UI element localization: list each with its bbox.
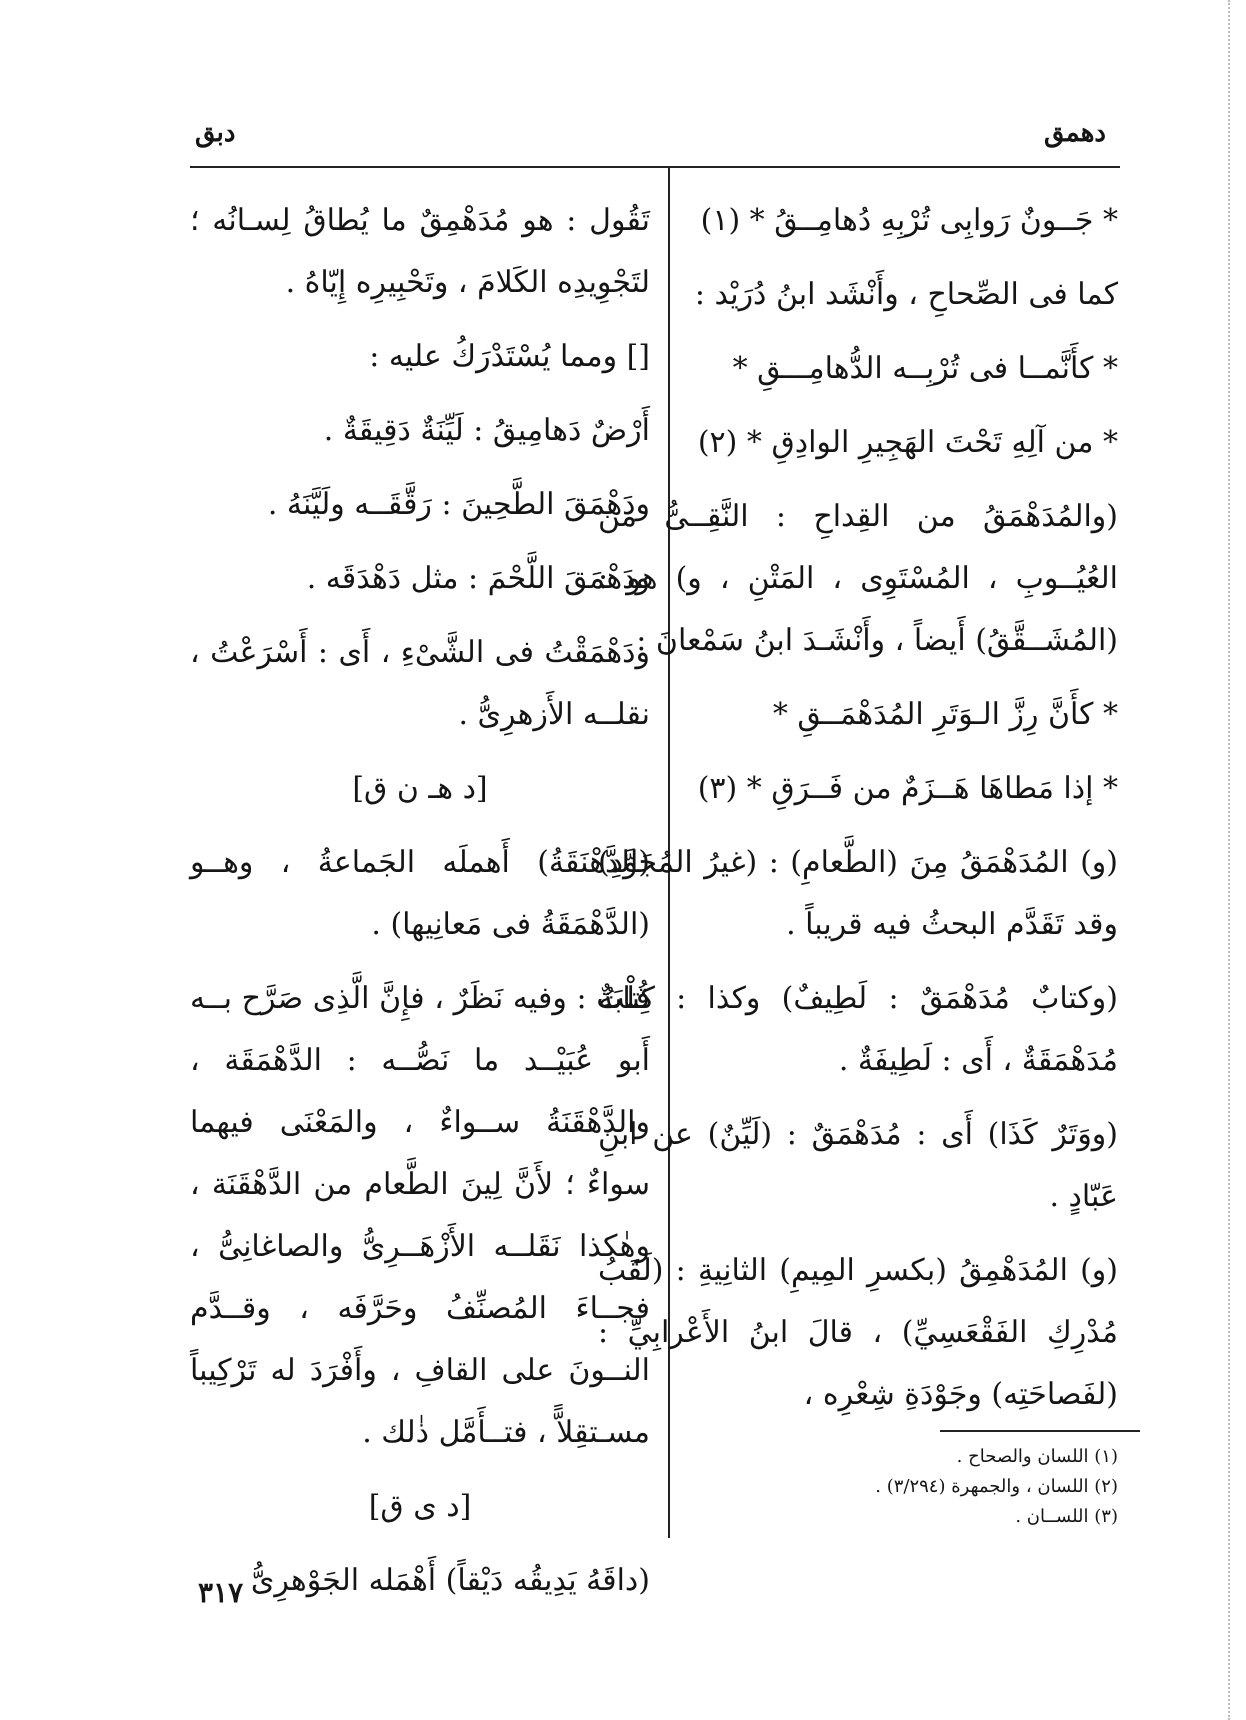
entry-paragraph: (والمُدَهْمَقُ من القِداحِ : النَّقِــىُّ من العُيُــوبِ ، المُسْتَوِى ، المَتْنِ ، و) هو : (المُشَــقَّقُ) أَيضاً ، وأَنْشَـدَ ابنُ سَمْعانَ : <box>598 499 1118 658</box>
right-column <box>598 190 1118 1438</box>
text-line: ودَهْمَقَ الطَّحِينَ : رَقَّقَــه ولَيَّنَهُ . <box>267 487 650 522</box>
entry-paragraph: (داقَهُ يَدِيقُه دَيْقاً) أَهْمَله الجَوْهرِىُّ <box>250 1563 650 1598</box>
footnotes <box>638 1442 1118 1532</box>
left-column <box>190 190 650 1624</box>
entry-paragraph: تَقُول : هو مُدَهْمِقٌ ما يُطاقُ لِسـانُه ؛ لتَجْوِيدِه الكَلامَ ، وتَحْبِيرِه إِيّاهُ . <box>190 203 650 300</box>
verse-line: * جَــونٌ رَوابِى تُرْبِهِ دُهامِــقُ * (١) <box>700 203 1118 238</box>
page-number: ٣١٧ <box>198 1576 244 1609</box>
header-root-left: دبق <box>195 118 236 148</box>
entry-paragraph: ودَهْمَقْتُ فى الشَّىْءِ ، أَى : أَسْرَعْتُ ، نقلــه الأَزهرِىُّ . <box>190 635 650 732</box>
entry-paragraph: (ووَتَرٌ كَذَا) أَى : مُدَهْمَقٌ : (لَيِّنٌ) عن ابنِ عَبّادٍ . <box>598 1117 1118 1214</box>
verse-line: * إذا مَطاهَا هَــزَمٌ من فَــرَقِ * (٣) <box>697 771 1118 806</box>
verse-line: * كأَنَّمــا فى تُرْبِــه الدُّهامِـــقِ * <box>732 351 1118 386</box>
verse-line: * من آلِهِ تَحْتَ الهَجِيرِ الوادِقِ * (٢) <box>697 425 1118 460</box>
text-line: [] ومما يُسْتَدْرَكُ عليه : <box>369 339 650 374</box>
entry-paragraph: (وكتابٌ مُدَهْمَقٌ : لَطِيفٌ) وكذا : كِتابَةٌ مُدَهْمَقَةٌ ، أَى : لَطِيفَةٌ . <box>598 981 1118 1078</box>
text-line: أَرْضٌ دَهامِيقُ : لَيِّنَةٌ دَقِيقَةٌ . <box>323 413 650 448</box>
entry-paragraph: (و) المُدَهْمِقُ (بكسرِ المِيمِ) الثانِيةِ : (لَقَبُ مُدْرِكِ الفَقْعَسِيِّ) ، قالَ ابنُ الأَعْرابِيِّ : (لفَصاحَتِه) وجَوْدَةِ شِعْرِه ، <box>598 1253 1118 1412</box>
text-line: كما فى الصِّحاحِ ، وأَنْشَد ابنُ دُرَيْد : <box>694 277 1118 312</box>
footnote: (٢) اللسان ، والجمهرة (٣/٢٩٤) . <box>875 1476 1118 1497</box>
entry-paragraph: (و) المُدَهْمَقُ مِنَ (الطَّعامِ) : (غيرُ المُجَوَّدِ) وقد تَقَدَّم البحثُ فيه قريباً . <box>598 845 1118 942</box>
footnote-rule <box>940 1430 1140 1432</box>
header-rule <box>190 166 1120 168</box>
margin-dots <box>1228 0 1232 1720</box>
header-root-right: دهمق <box>1043 118 1106 148</box>
footnote: (٣) اللســان . <box>1015 1506 1118 1527</box>
root-heading: [د ى ق] <box>368 1489 472 1524</box>
verse-line: * كأَنَّ رِزَّ الـوَتَرِ المُدَهْمَــقِ * <box>772 697 1118 732</box>
entry-paragraph: قُلْتُ : وفيه نَظَرٌ ، فإِنَّ الَّذِى صَرَّح بــه أَبو عُبَيْــد ما نَصُّــه : الدَّهْمَقَة ، والدَّهْقَنَةُ ســواءٌ ، والمَعْنَى فيهما سواءٌ ؛ لأَنَّ لِينَ الطَّعام من الدَّهْقَنَة ، وهٰكذا نَقَلــه الأَزْهَــرِىُّ والصاغانِىُّ ، فجــاءَ المُصنِّفُ وحَرَّفَه ، وقــدَّم النــونَ على القافِ ، وأَفْرَدَ له تَرْكِيباً مسـتقِلاًّ ، فتــأَمَّل ذٰلك . <box>190 981 650 1450</box>
root-heading: [د هـ ن ق] <box>352 771 488 806</box>
footnote: (١) اللسان والصحاح . <box>956 1446 1118 1467</box>
text-line: ودَهْمَقَ اللَّحْمَ : مثل دَهْدَقَه . <box>306 561 650 596</box>
entry-paragraph: (الدَّهْنَقَةُ) أَهملَه الجَماعةُ ، وهــو (الدَّهْمَقَةُ فى مَعانِيها) . <box>190 845 650 942</box>
